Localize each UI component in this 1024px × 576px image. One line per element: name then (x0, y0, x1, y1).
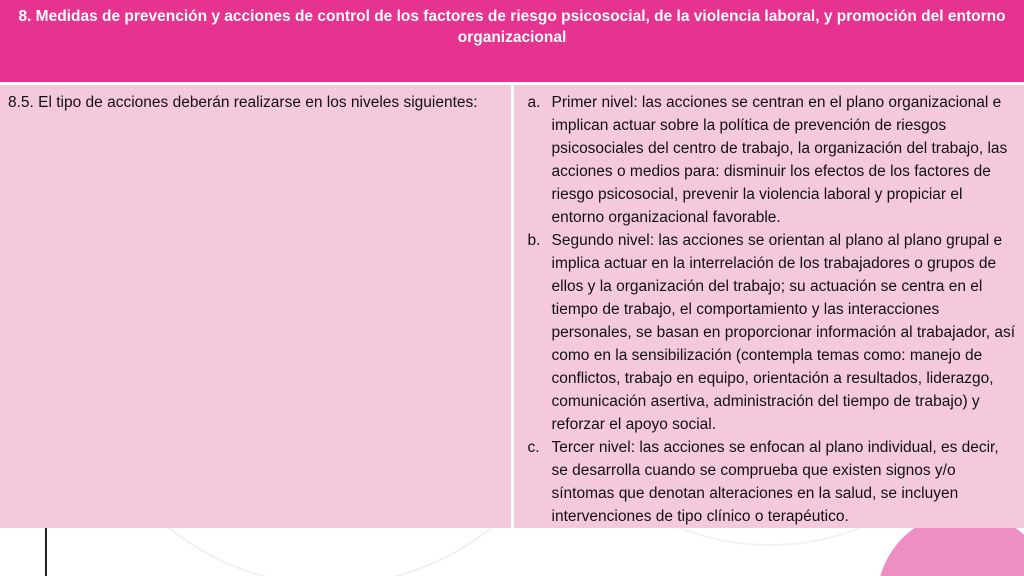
list-marker: a. (527, 93, 541, 111)
list-item-text: Tercer nivel: las acciones se enfocan al plano individual, es decir, se desarrolla cuando se comprueba que existen signos y/o síntomas que denotan alteraciones en la salud, se incluyen intervenciones de tipo clínico o terapéutico. (551, 438, 999, 525)
section-label: 8.5. El tipo de acciones deberán realizarse en los niveles siguientes: (8, 93, 478, 111)
levels-list (514, 85, 1024, 528)
list-item-level-a (514, 91, 1017, 229)
header-row (0, 0, 1024, 83)
left-cell (0, 83, 512, 528)
right-cell (512, 83, 1024, 528)
list-item-text: Segundo nivel: las acciones se orientan al plano al plano grupal e implica actuar en la interrelación de los trabajadores o grupos de ellos y la organización del trabajo; su actuación se centra en el tiempo de trabajo, el comportamiento y las interacciones personales, se basan en proporcionar información al trabajador, así como en la sensibilización (contempla temas como: manejo de conflictos, trabajo en equipo, orientación a resultados, liderazgo, comunicación asertiva, administración del tiempo de trabajo) y reforzar el apoyo social. (551, 231, 1016, 433)
list-marker: c. (527, 438, 540, 456)
slide-title: 8. Medidas de prevención y acciones de control de los factores de riesgo psicosocial, de la violencia laboral, y promoción del entorno organizacional (18, 8, 1006, 46)
list-item-level-c (514, 436, 1017, 528)
list-item-level-b (514, 229, 1017, 436)
header-cell (0, 0, 1024, 83)
list-marker: b. (527, 231, 541, 249)
list-item-text: Primer nivel: las acciones se centran en el plano organizacional e implican actuar sobre la política de prevención de riesgos psicosociales del centro de trabajo, la organización del trabajo, las acciones o medios para: disminuir los efectos de los factores de riesgo psicosocial, prevenir la violencia laboral y propiciar el entorno organizacional favorable. (551, 93, 1008, 226)
body-row (0, 83, 1024, 528)
